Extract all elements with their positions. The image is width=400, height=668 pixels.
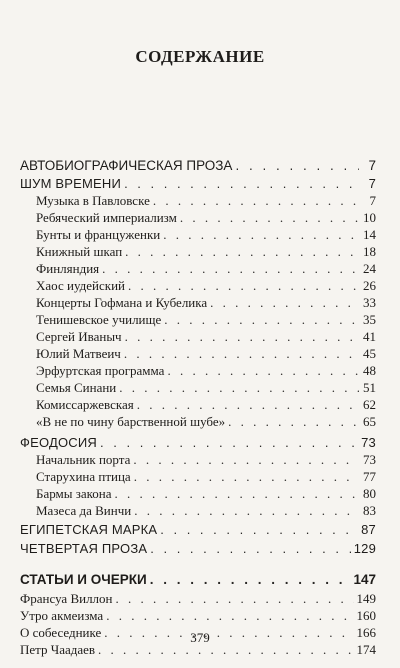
toc-entry-page: 166 [356,625,376,640]
dot-leader [133,452,359,468]
toc-entry-page: 18 [363,244,376,259]
toc-entry-title: Старухина птица [36,469,131,484]
toc-entry-title: О собеседнике [20,625,102,640]
toc-entry-page: 24 [363,261,376,276]
dot-leader [128,278,359,294]
page-title: СОДЕРЖАНИЕ [135,47,265,66]
toc-entry-title: Комиссаржевская [36,397,134,412]
dot-leader [137,397,359,413]
dot-leader [134,469,359,485]
toc-entry-page: 87 [361,522,376,537]
dot-leader [150,572,351,587]
toc-entry [20,158,376,176]
toc-entry-title: Эрфуртская программа [36,363,165,378]
dot-leader [119,380,359,396]
dot-leader [106,608,353,624]
toc-entry-page: 45 [363,346,376,361]
toc-entry-title: Петр Чаадаев [20,642,96,657]
toc-entry-page: 7 [369,193,376,208]
dot-leader [125,329,359,345]
toc-entry-page: 129 [353,541,376,556]
toc-entry-title: Франсуа Виллон [20,591,113,606]
dot-leader [116,591,354,607]
toc-entry-page: 7 [368,158,376,173]
toc-entry [36,452,376,470]
toc-entry-title: Бармы закона [36,486,112,501]
toc-entry-title: Утро акмеизма [20,608,104,623]
toc-entry-title: ФЕОДОСИЯ [20,435,98,450]
toc-entry-title: СТАТЬИ И ОЧЕРКИ [20,572,147,587]
toc-entry-page: 83 [363,503,376,518]
toc-entry-title: Сергей Иваныч [36,329,122,344]
toc-entry-title: Музыка в Павловске [36,193,150,208]
toc-entry-title: «В не по чину барственной шубе» [36,414,226,429]
dot-leader [102,261,359,277]
toc-entry-page: 62 [363,397,376,412]
toc-entry-page: 7 [368,176,376,191]
dot-leader [150,541,350,556]
toc-entry-page: 65 [363,414,376,429]
toc-entry-page: 73 [363,452,376,467]
toc-entry-page: 77 [363,469,376,484]
toc-entry-title: Бунты и француженки [36,227,161,242]
toc-entry-page: 149 [356,591,376,606]
page-number: 379 [190,630,210,645]
toc-entry-page: 26 [363,278,376,293]
toc-entry-title: Финляндия [36,261,100,276]
dot-leader [164,312,359,328]
toc-entry [36,486,376,504]
toc-entry-title: ШУМ ВРЕМЕНИ [20,176,122,191]
dot-leader [180,210,359,226]
toc-entry-title: Семья Синани [36,380,117,395]
toc-entry-title: Мазеса да Винчи [36,503,132,518]
toc-entry-page: 174 [356,642,376,657]
dot-leader [228,414,359,430]
toc-entry-title: Хаос иудейский [36,278,125,293]
toc-entry [36,363,376,381]
toc-entry-title: Начальник порта [36,452,131,467]
toc-entry-page: 147 [353,572,376,587]
toc-entry-page: 160 [356,608,376,623]
toc-entry [36,244,376,262]
toc-entry [36,295,376,313]
toc-entry-page: 33 [363,295,376,310]
toc-entry [20,591,376,609]
dot-leader [160,522,358,537]
dot-leader [235,158,359,173]
toc-entry [20,435,376,453]
toc-entry [36,210,376,228]
toc-entry-title: Ребяческий империализм [36,210,177,225]
toc-entry [20,608,376,626]
toc-entry-page: 10 [363,210,376,225]
toc-entry [20,541,376,559]
toc-entry [36,278,376,296]
toc-entry-page: 73 [361,435,376,450]
toc-entry [36,380,376,398]
toc-entry-page: 80 [363,486,376,501]
toc-entry-page: 41 [363,329,376,344]
dot-leader [167,363,359,379]
toc-entry [20,522,376,540]
toc-entry [36,312,376,330]
toc-entry [36,397,376,415]
toc-entry [20,176,376,194]
toc-entry-title: ЕГИПЕТСКАЯ МАРКА [20,522,158,537]
dot-leader [210,295,359,311]
dot-leader [124,346,359,362]
toc-entry-page: 14 [363,227,376,242]
toc-entry-page: 48 [363,363,376,378]
dot-leader [153,193,359,209]
toc-entry [36,193,376,211]
dot-leader [134,503,359,519]
toc-entry-title: Книжный шкап [36,244,123,259]
toc-entry [20,572,376,590]
toc-entry [36,227,376,245]
toc-entry-page: 35 [363,312,376,327]
dot-leader [115,486,359,502]
toc-entry-title: Юлий Матвеич [36,346,121,361]
dot-leader [124,176,359,191]
dot-leader [125,244,359,260]
toc-entry-title: ЧЕТВЕРТАЯ ПРОЗА [20,541,148,556]
toc-entry-page: 51 [363,380,376,395]
dot-leader [100,435,358,450]
dot-leader [163,227,359,243]
toc-entry [36,346,376,364]
toc-entry [36,261,376,279]
toc-entry-title: Концерты Гофмана и Кубелика [36,295,208,310]
toc-entry-title: АВТОБИОГРАФИЧЕСКАЯ ПРОЗА [20,158,233,173]
toc-entry [36,469,376,487]
toc-entry-title: Тенишевское училище [36,312,162,327]
toc-entry [36,329,376,347]
toc-entry [36,414,376,432]
toc-entry [36,503,376,521]
